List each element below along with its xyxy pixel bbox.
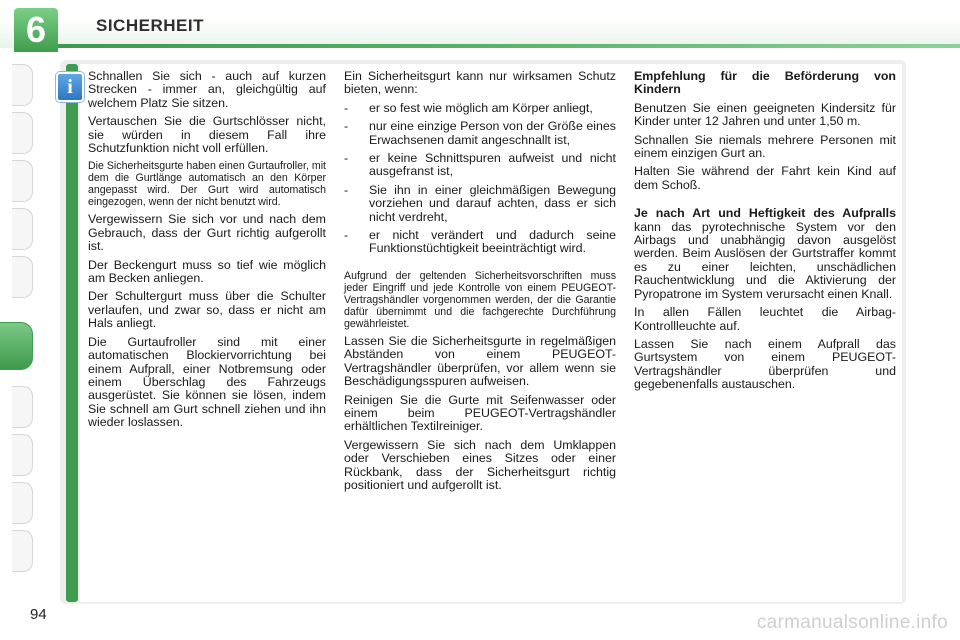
page-number: 94 bbox=[30, 606, 47, 623]
chapter-tab-2[interactable] bbox=[12, 112, 33, 154]
chapter-tab-8[interactable] bbox=[12, 434, 33, 476]
list-item bbox=[344, 152, 616, 179]
chapter-tab-rail bbox=[0, 56, 40, 586]
chapter-tab-1[interactable] bbox=[12, 64, 33, 106]
chapter-tab-7[interactable] bbox=[12, 386, 33, 428]
paragraph: Vergewissern Sie sich nach dem Umklappen oder Verschieben eines Sitzes oder einer Rückbank, dass der Sicherheitsgurt richtig positioniert und aufgerollt ist. bbox=[344, 437, 616, 492]
column-left bbox=[88, 70, 326, 435]
chapter-number-tab: 6 bbox=[14, 8, 58, 52]
paragraph: Vertauschen Sie die Gurtschlösser nicht, sie würden in diesem Fall ihre Schutzfunktion nicht voll erfüllen. bbox=[88, 114, 326, 156]
chapter-tab-6-active[interactable] bbox=[0, 322, 33, 370]
list-item-text: Sie ihn in einer gleichmäßigen Bewegung vorziehen und darauf achten, dass er sich nicht verdreht, bbox=[369, 182, 616, 224]
list-item-text: er so fest wie möglich am Körper anliegt, bbox=[369, 100, 593, 115]
paragraph: Benutzen Sie einen geeigneten Kindersitz für Kinder unter 12 Jahren und unter 1,50 m. bbox=[634, 100, 896, 129]
paragraph: Schnallen Sie niemals mehrere Personen mit einem einzigen Gurt an. bbox=[634, 132, 896, 161]
list-item-text: nur eine einzige Person von der Größe eines Erwachsenen damit angeschnallt ist, bbox=[369, 119, 616, 147]
paragraph: Schnallen Sie sich - auch auf kurzen Strecken - immer an, gleichgültig auf welchem Platz Sie sitzen. bbox=[88, 69, 326, 110]
column-right bbox=[634, 70, 896, 397]
info-icon: i bbox=[56, 72, 84, 102]
paragraph-pyro bbox=[634, 207, 896, 301]
list-item bbox=[344, 102, 616, 115]
chapter-title: SICHERHEIT bbox=[96, 16, 204, 35]
paragraph: Vergewissern Sie sich vor und nach dem Gebrauch, dass der Gurt richtig aufgerollt ist. bbox=[88, 212, 326, 254]
paragraph: Lassen Sie nach einem Aufprall das Gurtsystem von einem PEUGEOT-Vertragshändler überprüfen und gegebenenfalls austauschen. bbox=[634, 336, 896, 392]
paragraph: Lassen Sie die Sicherheitsgurte in regelmäßigen Abständen von einem PEUGEOT-Vertragshändler überprüfen, vor allem wenn sie Beschädigungsspuren aufweisen. bbox=[344, 333, 616, 389]
chapter-tab-3[interactable] bbox=[12, 160, 33, 202]
list-item-text: er nicht verändert und dadurch seine Funktionstüchtigkeit beeinträchtigt wird. bbox=[369, 228, 616, 256]
paragraph: In allen Fällen leuchtet die Airbag-Kontrollleuchte auf. bbox=[634, 305, 896, 333]
dash-marker: - bbox=[344, 151, 349, 166]
paragraph: Reinigen Sie die Gurte mit Seifenwasser oder einem beim PEUGEOT-Vertragshändler erhältlichen Textilreiniger. bbox=[344, 392, 616, 434]
paragraph: Der Schultergurt muss über die Schulter verlaufen, und zwar so, dass er nicht am Hals anliegt. bbox=[88, 289, 326, 331]
paragraph: Halten Sie während der Fahrt kein Kind auf dem Schoß. bbox=[634, 164, 896, 192]
chapter-tab-10[interactable] bbox=[12, 530, 33, 572]
list-item bbox=[344, 229, 616, 256]
dash-marker: - bbox=[344, 182, 349, 197]
section-heading: Empfehlung für die Beförderung von Kindern bbox=[634, 69, 896, 97]
list-item bbox=[344, 184, 616, 224]
paragraph-small: Aufgrund der geltenden Sicherheitsvorschriften muss jeder Eingriff und jede Kontrolle von einem PEUGEOT-Vertragshändler vorgenommen werden, der die Garantie dafür übernimmt und die fachgerechte Durchführung gewährleistet. bbox=[344, 269, 616, 330]
chapter-tab-9[interactable] bbox=[12, 482, 33, 524]
list-intro: Ein Sicherheitsgurt kann nur wirksamen Schutz bieten, wenn: bbox=[344, 69, 616, 97]
paragraph-text: kann das pyrotechnische System vor den Airbags und unabhängig davon ausgelöst werden. Beim Auslösen der Gurtstraffer kommt es zu einer leichten, unschädlichen Rauchentwicklung und die Aktivierung der Pyropatrone im System verursacht einen Knall. bbox=[634, 219, 896, 301]
dash-marker: - bbox=[344, 100, 349, 115]
condition-list bbox=[344, 102, 616, 256]
panel-accent-stripe bbox=[66, 64, 78, 602]
paragraph: Die Gurtaufroller sind mit einer automatischen Blockiervorrichtung bei einem Aufprall, einer Notbremsung oder einem Überschlag des Fahrzeugs ausgerüstet. Sie können sie lösen, indem Sie schnell am Gurt schnell ziehen und ihn wieder loslassen. bbox=[88, 334, 326, 430]
emphasis-text: Je nach Art und Heftigkeit des Aufpralls bbox=[634, 206, 896, 221]
list-item-text: er keine Schnittspuren aufweist und nicht ausgefranst ist, bbox=[369, 151, 616, 179]
header-divider bbox=[56, 44, 960, 48]
dash-marker: - bbox=[344, 119, 349, 134]
paragraph-small: Die Sicherheitsgurte haben einen Gurtaufroller, mit dem die Gurtlänge automatisch an den Körper angepasst wird. Der Gurt wird automatisch eingezogen, wenn der nicht benutzt wird. bbox=[88, 160, 326, 209]
chapter-tab-5[interactable] bbox=[12, 256, 33, 298]
column-middle bbox=[344, 70, 616, 497]
paragraph: Der Beckengurt muss so tief wie möglich am Becken anliegen. bbox=[88, 257, 326, 286]
dash-marker: - bbox=[344, 228, 349, 243]
watermark: carmanualsonline.info bbox=[756, 612, 948, 633]
list-item bbox=[344, 120, 616, 147]
chapter-tab-4[interactable] bbox=[12, 208, 33, 250]
